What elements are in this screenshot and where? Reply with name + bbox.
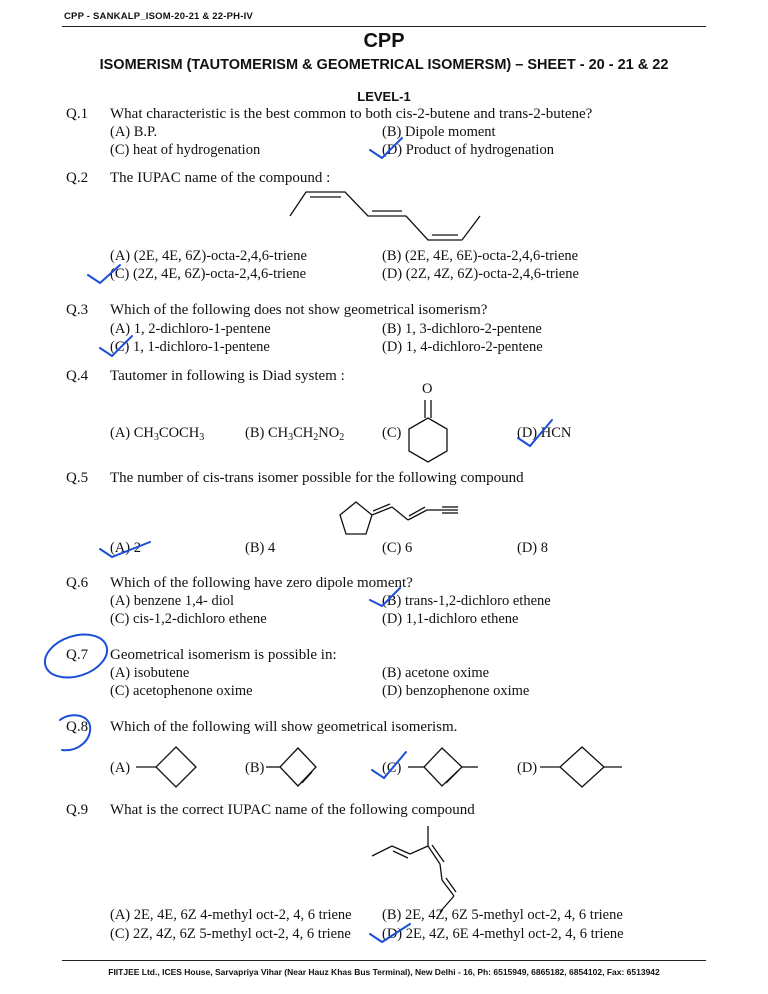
option-a: (A) isobutene: [110, 665, 190, 681]
option-d: (D) benzophenone oxime: [382, 683, 530, 699]
circle-q8: [60, 715, 90, 750]
question-number: Q.6: [66, 575, 89, 591]
question-text: Geometrical isomerism is possible in:: [110, 647, 337, 663]
option-d: (D): [517, 760, 538, 776]
option-a: (A) benzene 1,4- diol: [110, 593, 235, 609]
option-c: (C) acetophenone oxime: [110, 683, 253, 699]
option-a: (A) (2E, 4E, 6Z)-octa-2,4,6-triene: [110, 248, 307, 264]
circle-q7: [39, 627, 112, 685]
option-b: (B): [245, 760, 265, 776]
question-text: Which of the following does not show geometrical isomerism?: [110, 302, 488, 318]
option-c: (C): [382, 425, 402, 441]
option-b: (B) 4: [245, 540, 276, 556]
checkmark-q4: [518, 420, 552, 446]
question-number: Q.1: [66, 106, 89, 122]
option-c: (C) 1, 1-dichloro-1-pentene: [110, 339, 270, 355]
question-text: Tautomer in following is Diad system :: [110, 368, 345, 384]
footer-rule: [62, 960, 706, 961]
option-b: (B) 2E, 4Z, 6Z 5-methyl oct-2, 4, 6 triene: [382, 907, 623, 923]
question-text: Which of the following will show geometrical isomerism.: [110, 719, 458, 735]
footer-address: FIITJEE Ltd., ICES House, Sarvapriya Vihar (Near Hauz Khas Bus Terminal), New Delhi - 16, Ph: 6515949, 6865182, 6854102, Fax: 6513942: [108, 967, 660, 977]
checkmark-q2: [88, 265, 120, 283]
page-title: CPP: [363, 30, 405, 52]
option-d: (D) HCN: [517, 425, 572, 441]
option-d: (D) 8: [517, 540, 549, 556]
option-a: (A): [110, 760, 131, 776]
option-b: (B) 1, 3-dichloro-2-pentene: [382, 321, 542, 337]
question-number: Q.2: [66, 170, 89, 186]
question-number: Q.7: [66, 647, 89, 663]
option-d: (D) Product of hydrogenation: [382, 142, 554, 158]
question-number: Q.5: [66, 470, 89, 486]
option-b: (B) $CH_3CH_2NO_2$: [245, 425, 345, 443]
option-b: (B) (2E, 4E, 6E)-octa-2,4,6-triene: [382, 248, 579, 264]
checkmark-q1: [370, 138, 402, 158]
question-text: What characteristic is the best common to both cis-2-butene and trans-2-butene?: [110, 106, 593, 122]
checkmark-q3: [100, 336, 132, 356]
question-text: The IUPAC name of the compound :: [110, 170, 331, 186]
checkmark-q6: [370, 588, 400, 606]
option-b: (B) Dipole moment: [382, 124, 496, 140]
option-c: (C) 6: [382, 540, 413, 556]
option-a: (A) B.P.: [110, 124, 158, 140]
carbonyl-oxygen-label: O: [422, 381, 433, 397]
question-text: The number of cis-trans isomer possible for the following compound: [110, 470, 524, 486]
question-text: Which of the following have zero dipole moment?: [110, 575, 413, 591]
checkmark-q5: [100, 542, 150, 557]
level-heading: LEVEL-1: [357, 89, 411, 104]
option-d: (D) 1, 4-dichloro-2-pentene: [382, 339, 543, 355]
sheet-subtitle: ISOMERISM (TAUTOMERISM & GEOMETRICAL ISOMERSM) – SHEET - 20 - 21 & 22: [99, 57, 669, 73]
option-c: (C) heat of hydrogenation: [110, 142, 261, 158]
option-a: (A) 2E, 4E, 6Z 4-methyl oct-2, 4, 6 triene: [110, 907, 352, 923]
option-c: (C): [382, 760, 402, 776]
question-number: Q.8: [66, 719, 89, 735]
option-d: (D) 1,1-dichloro ethene: [382, 611, 519, 627]
option-a: (A) $CH_3COCH_3$: [110, 425, 205, 443]
question-number: Q.3: [66, 302, 89, 318]
option-c: (C) 2Z, 4Z, 6Z 5-methyl oct-2, 4, 6 triene: [110, 926, 351, 942]
question-number: Q.4: [66, 368, 89, 384]
option-b: (B) trans-1,2-dichloro ethene: [382, 593, 551, 609]
option-a: (A) 1, 2-dichloro-1-pentene: [110, 321, 271, 337]
option-b: (B) acetone oxime: [382, 665, 490, 681]
option-d: (D) 2E, 4Z, 6E 4-methyl oct-2, 4, 6 triene: [382, 926, 624, 942]
option-d: (D) (2Z, 4Z, 6Z)-octa-2,4,6-triene: [382, 266, 579, 282]
question-text: What is the correct IUPAC name of the following compound: [110, 802, 475, 818]
question-number: Q.9: [66, 802, 89, 818]
option-c: (C) (2Z, 4E, 6Z)-octa-2,4,6-triene: [110, 266, 307, 282]
checkmark-q8: [372, 752, 406, 778]
option-c: (C) cis-1,2-dichloro ethene: [110, 611, 267, 627]
sheet-code: CPP - SANKALP_ISOM-20-21 & 22-PH-IV: [64, 11, 253, 22]
checkmark-q9: [370, 924, 410, 942]
option-a: (A) 2: [110, 540, 142, 556]
